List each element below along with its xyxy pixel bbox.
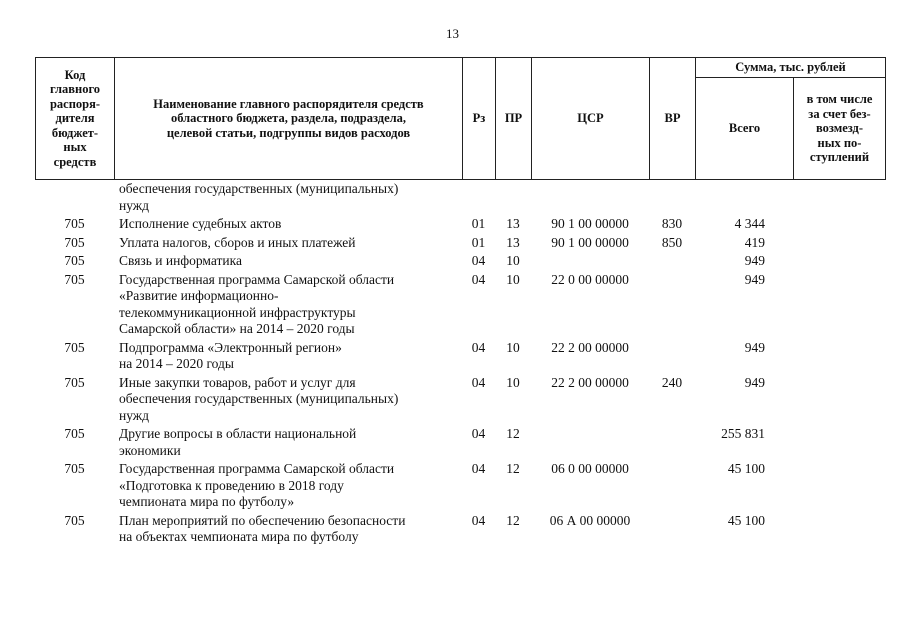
table-row (35, 340, 885, 375)
cell-rz: 04 (471, 253, 486, 268)
header-sum: Сумма, тыс. рублей (696, 58, 886, 78)
cell-vr (649, 426, 695, 461)
cell-vr (649, 340, 695, 375)
cell-vr (649, 181, 695, 216)
header-name: Наименование главного распорядителя средств областного бюджета, раздела, подраздела, целевой статьи, подгруппы видов расходов (115, 58, 463, 180)
cell-vr: 830 (661, 216, 683, 231)
cell-name: Исполнение судебных актов (119, 216, 282, 231)
cell-name: Связь и информатика (119, 253, 242, 268)
header-vr: ВР (650, 58, 696, 180)
header-code: Код главного распоря- дителя бюджет- ных средств (36, 58, 115, 180)
cell-name: План мероприятий по обеспечению безопасности на объектах чемпионата мира по футболу (119, 512, 406, 544)
cell-code: 705 (64, 374, 85, 390)
table-row (35, 375, 885, 427)
cell-total: 949 (744, 339, 765, 355)
cell-pr: 10 (506, 339, 520, 355)
cell-code: 705 (64, 253, 85, 268)
cell-pr: 12 (506, 512, 520, 528)
cell-pr: 12 (506, 461, 520, 476)
cell-name: Подпрограмма «Электронный регион» на 2014 – 2020 годы (119, 339, 342, 371)
cell-rz (462, 181, 495, 216)
cell-vr (649, 461, 695, 513)
cell-total: 4 344 (734, 216, 765, 231)
cell-rz: 04 (471, 461, 486, 476)
cell-csr: 06 0 00 00000 (551, 461, 629, 476)
cell-pr: 10 (506, 271, 520, 287)
header-grants: в том числе за счет без- возмезд- ных по- ступлений (794, 78, 886, 180)
cell-grants (793, 181, 885, 216)
cell-grants (793, 253, 885, 272)
cell-code: 705 (64, 512, 85, 528)
cell-grants (793, 426, 885, 461)
table-header (35, 57, 886, 180)
cell-grants (793, 375, 885, 427)
table-row (35, 253, 885, 272)
cell-rz: 01 (471, 216, 486, 231)
cell-csr: 06 А 00 00000 (549, 512, 631, 528)
cell-vr (649, 272, 695, 340)
table-row (35, 181, 885, 216)
cell-grants (793, 216, 885, 235)
cell-code (35, 181, 114, 216)
cell-rz: 01 (471, 234, 486, 250)
cell-vr (649, 253, 695, 272)
cell-rz: 04 (471, 374, 486, 390)
cell-grants (793, 235, 885, 254)
cell-total: 949 (744, 374, 765, 390)
cell-name: обеспечения государственных (муниципальных) нужд (119, 181, 399, 213)
cell-total (695, 181, 793, 216)
cell-grants (793, 513, 885, 548)
cell-total: 45 100 (727, 461, 765, 476)
cell-grants (793, 461, 885, 513)
cell-csr: 90 1 00 00000 (551, 216, 629, 231)
table-row (35, 272, 885, 340)
budget-table (35, 181, 885, 548)
cell-name: Государственная программа Самарской области «Развитие информационно- телекоммуникационной инфраструктуры Самарской области» на 2014 – 2020 годы (119, 271, 395, 336)
cell-rz: 04 (471, 426, 486, 441)
cell-csr (531, 253, 649, 272)
table-row (35, 235, 885, 254)
cell-code: 705 (64, 216, 85, 231)
cell-vr: 850 (661, 234, 683, 250)
cell-total: 255 831 (721, 426, 765, 441)
cell-csr (531, 181, 649, 216)
cell-csr (531, 426, 649, 461)
page-number: 13 (446, 26, 459, 41)
cell-total: 45 100 (727, 512, 765, 528)
cell-rz: 04 (471, 339, 486, 355)
cell-pr: 13 (506, 234, 520, 250)
table-row (35, 426, 885, 461)
cell-pr: 12 (506, 426, 520, 441)
cell-code: 705 (64, 234, 85, 250)
cell-rz: 04 (471, 512, 486, 528)
cell-name: Другие вопросы в области национальной экономики (119, 426, 357, 458)
cell-vr: 240 (661, 374, 683, 390)
header-pr: ПР (496, 58, 532, 180)
cell-total: 949 (744, 271, 765, 287)
cell-pr: 13 (506, 216, 520, 231)
cell-total: 419 (744, 234, 765, 250)
cell-csr: 22 0 00 00000 (551, 271, 629, 287)
table-row (35, 513, 885, 548)
table-row (35, 216, 885, 235)
cell-name: Уплата налогов, сборов и иных платежей (119, 234, 356, 250)
cell-name: Государственная программа Самарской области «Подготовка к проведению в 2018 году чемпионата мира по футболу» (119, 461, 395, 509)
cell-pr: 10 (506, 374, 520, 390)
cell-total: 949 (744, 253, 765, 268)
header-csr: ЦСР (532, 58, 650, 180)
cell-code: 705 (64, 339, 85, 355)
cell-code: 705 (64, 426, 85, 441)
cell-grants (793, 340, 885, 375)
header-rz: Рз (463, 58, 496, 180)
cell-pr (495, 181, 531, 216)
cell-vr (649, 513, 695, 548)
cell-csr: 22 2 00 00000 (551, 339, 629, 355)
cell-name: Иные закупки товаров, работ и услуг для обеспечения государственных (муниципальных) нужд (119, 374, 399, 423)
cell-csr: 90 1 00 00000 (551, 234, 629, 250)
cell-code: 705 (64, 461, 85, 476)
cell-pr: 10 (506, 253, 520, 268)
header-total: Всего (696, 78, 794, 180)
table-row (35, 461, 885, 513)
cell-grants (793, 272, 885, 340)
cell-csr: 22 2 00 00000 (551, 374, 629, 390)
cell-code: 705 (64, 271, 85, 287)
cell-rz: 04 (471, 271, 486, 287)
